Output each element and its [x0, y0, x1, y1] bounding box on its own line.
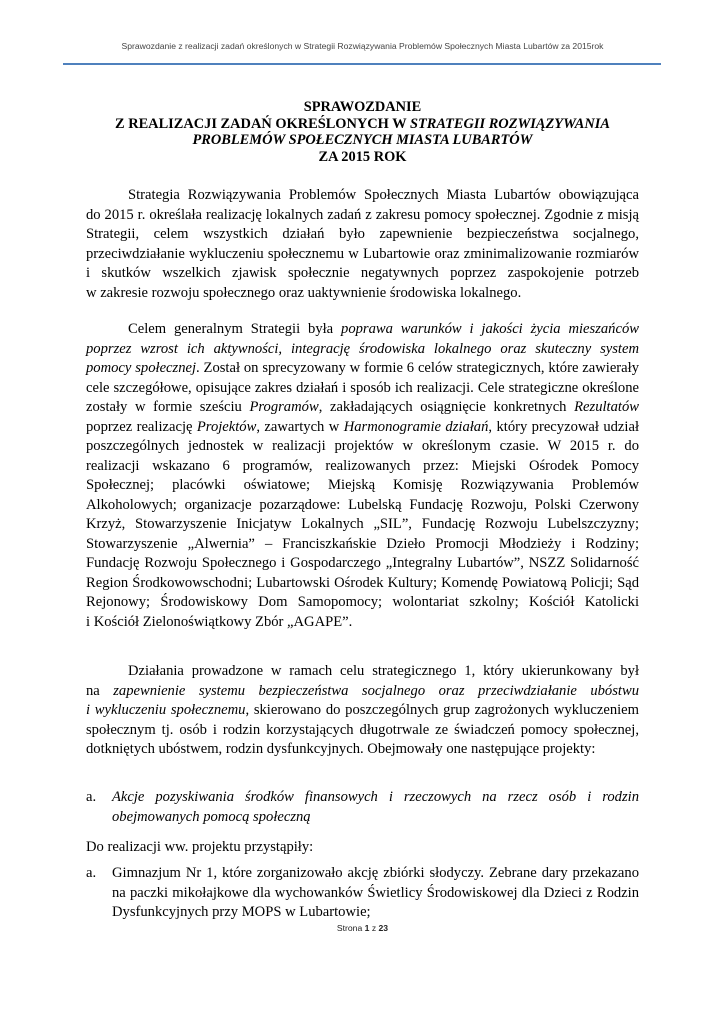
text-line: Dysfunkcyjnych przy MOPS w Lubartowie; [112, 904, 371, 920]
text-line: Do realizacji ww. projektu przystąpiły: [86, 839, 314, 855]
text-line: Region Środkowowschodni; Lubartowski Ośrodek Kultury; Komendę Powiatową Policji; Sąd [86, 574, 639, 591]
text-line: do 2015 r. określała realizację lokalnych zadań z zakresu pomocy społecznej. Zgodnie z misją [86, 206, 639, 223]
text-line: poszczególnych jednostek w realizacji projektów w określonym czasie. W 2015 r. do [86, 438, 639, 454]
text-line: na zapewnienie systemu bezpieczeństwa socjalnego oraz przeciwdziałanie ubóstwu [86, 682, 639, 699]
paragraph-goal [86, 320, 639, 632]
text-line: Akcje pozyskiwania środków finansowych i rzeczowych na rzecz osób i rodzin [112, 789, 639, 805]
paragraph-strategic-goal-1 [86, 662, 639, 760]
text-line: społecznym tj. osób i rodzin korzystających długotrwale ze świadczeń pomocy społecznej, [86, 721, 639, 738]
text-line: i Kościół Zielonoświątkowy Zbór „AGAPE”. [86, 613, 353, 630]
text-line: realizacji wskazano 6 programów, realizowanych przez: Miejski Ośrodek Pomocy [86, 457, 639, 474]
text-line: Alkoholowych; organizacje pozarządowe: Lubelską Fundację Rozwoju, Polski Czerwony [86, 496, 639, 513]
header-rule [63, 63, 661, 65]
text-line: cele szczegółowe, opisujące zakres działań i sposób ich realizacji. Cele strategiczne określone [86, 379, 639, 396]
text-line: przeciwdziałanie wykluczeniu społecznemu w Lubartowie oraz zminimalizowanie rozmiarów [86, 245, 639, 262]
page-header: Sprawozdanie z realizacji zadań określonych w Strategii Rozwiązywania Problemów Społecznych Miasta Lubartów za 2015rok [121, 41, 604, 51]
text-line: zostały w formie sześciu Programów, zakładających osiągnięcie konkretnych Rezultatów [86, 399, 639, 415]
document-title [86, 99, 639, 165]
footer-page-number: 1 [364, 923, 370, 933]
text-line: na paczki mikołajkowe dla wychowanków Świetlicy Środowiskowej dla Dzieci z Rodzin [112, 884, 639, 901]
text-line: Działania prowadzone w ramach celu strategicznego 1, który ukierunkowany był [128, 663, 639, 679]
text-line: Rejonowy; Środowiskowy Dom Samopomocy; wolontariat szkolny; Kościół Katolicki [86, 594, 639, 610]
text-line: Społecznej; placówki oświatowe; Miejską Komisję Rozwiązywania Problemów [86, 477, 639, 493]
text-line: Strategii, celem wszystkich działań było zapewnienie bezpieczeństwa socjalnego, [86, 226, 639, 242]
text-line: i wykluczeniu społecznemu, skierowano do poszczególnych grup zagrożonych wykluczeniem [86, 702, 639, 718]
text-line: i skutków wszelkich zjawisk społecznie negatywnych poprzez zaspokojenie potrzeb [86, 265, 639, 281]
text-line: Celem generalnym Strategii była poprawa warunków i jakości życia mieszańców [128, 321, 639, 337]
text-line: Fundację Rozwoju Społecznego i Gospodarczego „Integralny Lubartów”, NSZZ Solidarność [86, 555, 639, 571]
title-line-4: ZA 2015 ROK [318, 148, 407, 165]
footer-of: z [371, 923, 377, 933]
footer-label: Strona [336, 923, 363, 933]
text-line: pomocy społecznej. Został on sprecyzowany w formie 6 celów strategicznych, które zawierały [86, 360, 639, 376]
text-line: poprzez wzrost ich aktywności, integrację środowiska lokalnego oraz skuteczny system [86, 340, 639, 357]
text-line: dotkniętych ubóstwem, rodzin dysfunkcyjnych. Obejmowały one następujące projekty: [86, 741, 596, 757]
title-line-3: PROBLEMÓW SPOŁECZNYCH MIASTA LUBARTÓW [192, 132, 533, 148]
text-line: poprzez realizację Projektów, zawartych w Harmonogramie działań, który precyzował udział [86, 418, 639, 435]
text-line: Gimnazjum Nr 1, które zorganizowało akcję zbiórki słodyczy. Zebrane dary przekazano [112, 865, 639, 881]
title-line-2: Z REALIZACJI ZADAŃ OKREŚLONYCH W STRATEGII ROZWIĄZYWANIA [115, 115, 610, 132]
text-line: obejmowanych pomocą społeczną [112, 808, 311, 825]
footer-page-total: 23 [378, 923, 389, 933]
list-marker: a. [86, 865, 97, 881]
list-marker: a. [86, 789, 97, 805]
page-footer [0, 923, 725, 933]
text-line: w zakresie rozwoju społecznego oraz uaktywnienie środowiska lokalnego. [86, 284, 522, 301]
text-line: Stowarzyszenie „Alwernia” – Franciszkańskie Dzieło Promocji Młodzieży i Rodziny; [86, 535, 639, 552]
title-line-1: SPRAWOZDANIE [303, 99, 422, 115]
participants-intro [86, 838, 639, 858]
text-line: Strategia Rozwiązywania Problemów Społecznych Miasta Lubartów obowiązująca [128, 187, 639, 203]
text-line: Krzyż, Stowarzyszenie Inicjatyw Lokalnych „SIL”, Fundację Rozwoju Lubelszczyzny; [86, 516, 639, 532]
paragraph-intro [86, 186, 639, 303]
